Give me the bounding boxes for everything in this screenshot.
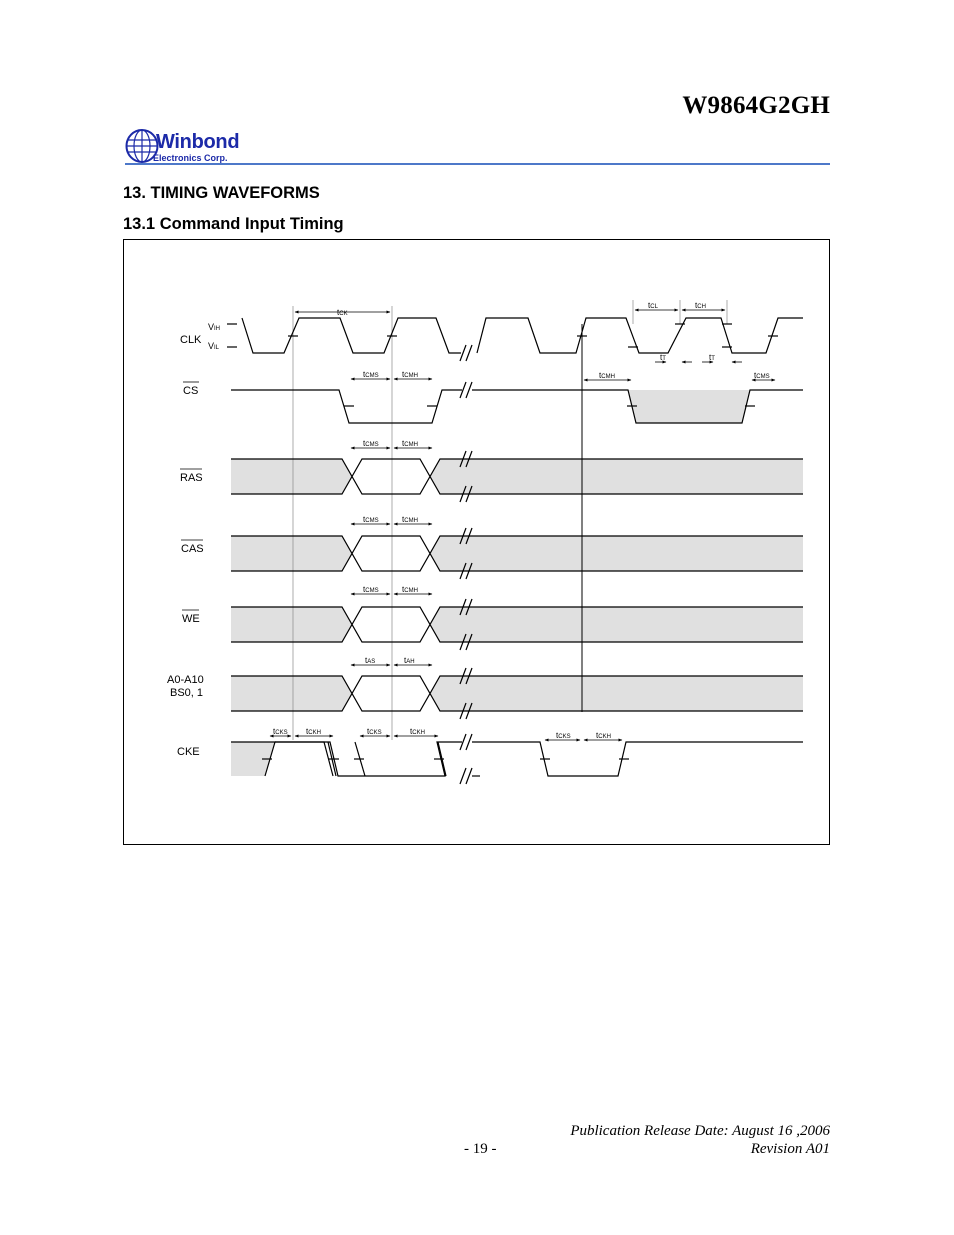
- addr-tas-label: tAS: [365, 656, 376, 665]
- tch-label: tCH: [695, 301, 706, 310]
- vih-label: VIH: [208, 322, 221, 332]
- tck-label: tCK: [337, 308, 348, 317]
- tcl-label: tCL: [648, 301, 658, 310]
- tt-label-2: tT: [709, 353, 715, 362]
- tt-label-1: tT: [660, 353, 666, 362]
- cke-tckh-label-1: tCKH: [306, 727, 321, 736]
- cas-shade-left: [231, 536, 352, 571]
- we-label: WE: [182, 613, 200, 625]
- subsection-title: 13.1 Command Input Timing: [123, 215, 344, 233]
- reference-lines: [293, 300, 727, 740]
- page-number: - 19 -: [464, 1141, 497, 1157]
- we-tcms-label: tCMS: [363, 585, 379, 594]
- cke-tckh-label-3: tCKH: [596, 731, 611, 740]
- ras-shade-right: [430, 459, 803, 494]
- clk-label: CLK: [180, 334, 202, 346]
- vil-label: VIL: [208, 341, 220, 351]
- ras-shade-left: [231, 459, 352, 494]
- cke-tcks-label-2: tCKS: [367, 727, 382, 736]
- addr-tah-label: tAH: [404, 656, 415, 665]
- part-number: W9864G2GH: [682, 92, 830, 119]
- cke-tcks-label-3: tCKS: [556, 731, 571, 740]
- bus-waveforms: [231, 459, 803, 711]
- clk-waveform: [227, 318, 803, 353]
- cas-tcmh-label: tCMH: [402, 515, 418, 524]
- addr-label-line1: A0-A10: [167, 674, 204, 686]
- cs-label: CS: [183, 385, 199, 397]
- we-shade-right: [430, 607, 803, 642]
- cs-tcms-label-2: tCMS: [754, 371, 770, 380]
- cas-shade-right: [430, 536, 803, 571]
- cas-label: CAS: [181, 543, 204, 555]
- revision: Revision A01: [750, 1141, 830, 1157]
- cs-tcmh-label: tCMH: [402, 370, 418, 379]
- section-title: 13. TIMING WAVEFORMS: [123, 184, 320, 202]
- ras-label: RAS: [180, 472, 203, 484]
- publication-date: Publication Release Date: August 16 ,2006: [570, 1123, 830, 1139]
- ras-tcms-label: tCMS: [363, 439, 379, 448]
- addr-shade-right: [430, 676, 803, 711]
- cs-tcmh-label-2: tCMH: [599, 371, 615, 380]
- we-tcmh-label: tCMH: [402, 585, 418, 594]
- addr-shade-left: [231, 676, 352, 711]
- cs-shade: [628, 390, 750, 423]
- cas-tcms-label: tCMS: [363, 515, 379, 524]
- logo-subtitle: Electronics Corp.: [153, 153, 228, 163]
- cke-label: CKE: [177, 746, 200, 758]
- logo-wordmark: Winbond: [156, 131, 240, 153]
- we-shade-left: [231, 607, 352, 642]
- ras-tcmh-label: tCMH: [402, 439, 418, 448]
- cke-waveform: [231, 742, 803, 776]
- cke-tcks-label-1: tCKS: [273, 727, 288, 736]
- shaded-regions: [231, 390, 803, 776]
- cke-tckh-label-2: tCKH: [410, 727, 425, 736]
- addr-label-line2: BS0, 1: [170, 687, 204, 699]
- cs-tcms-label: tCMS: [363, 370, 379, 379]
